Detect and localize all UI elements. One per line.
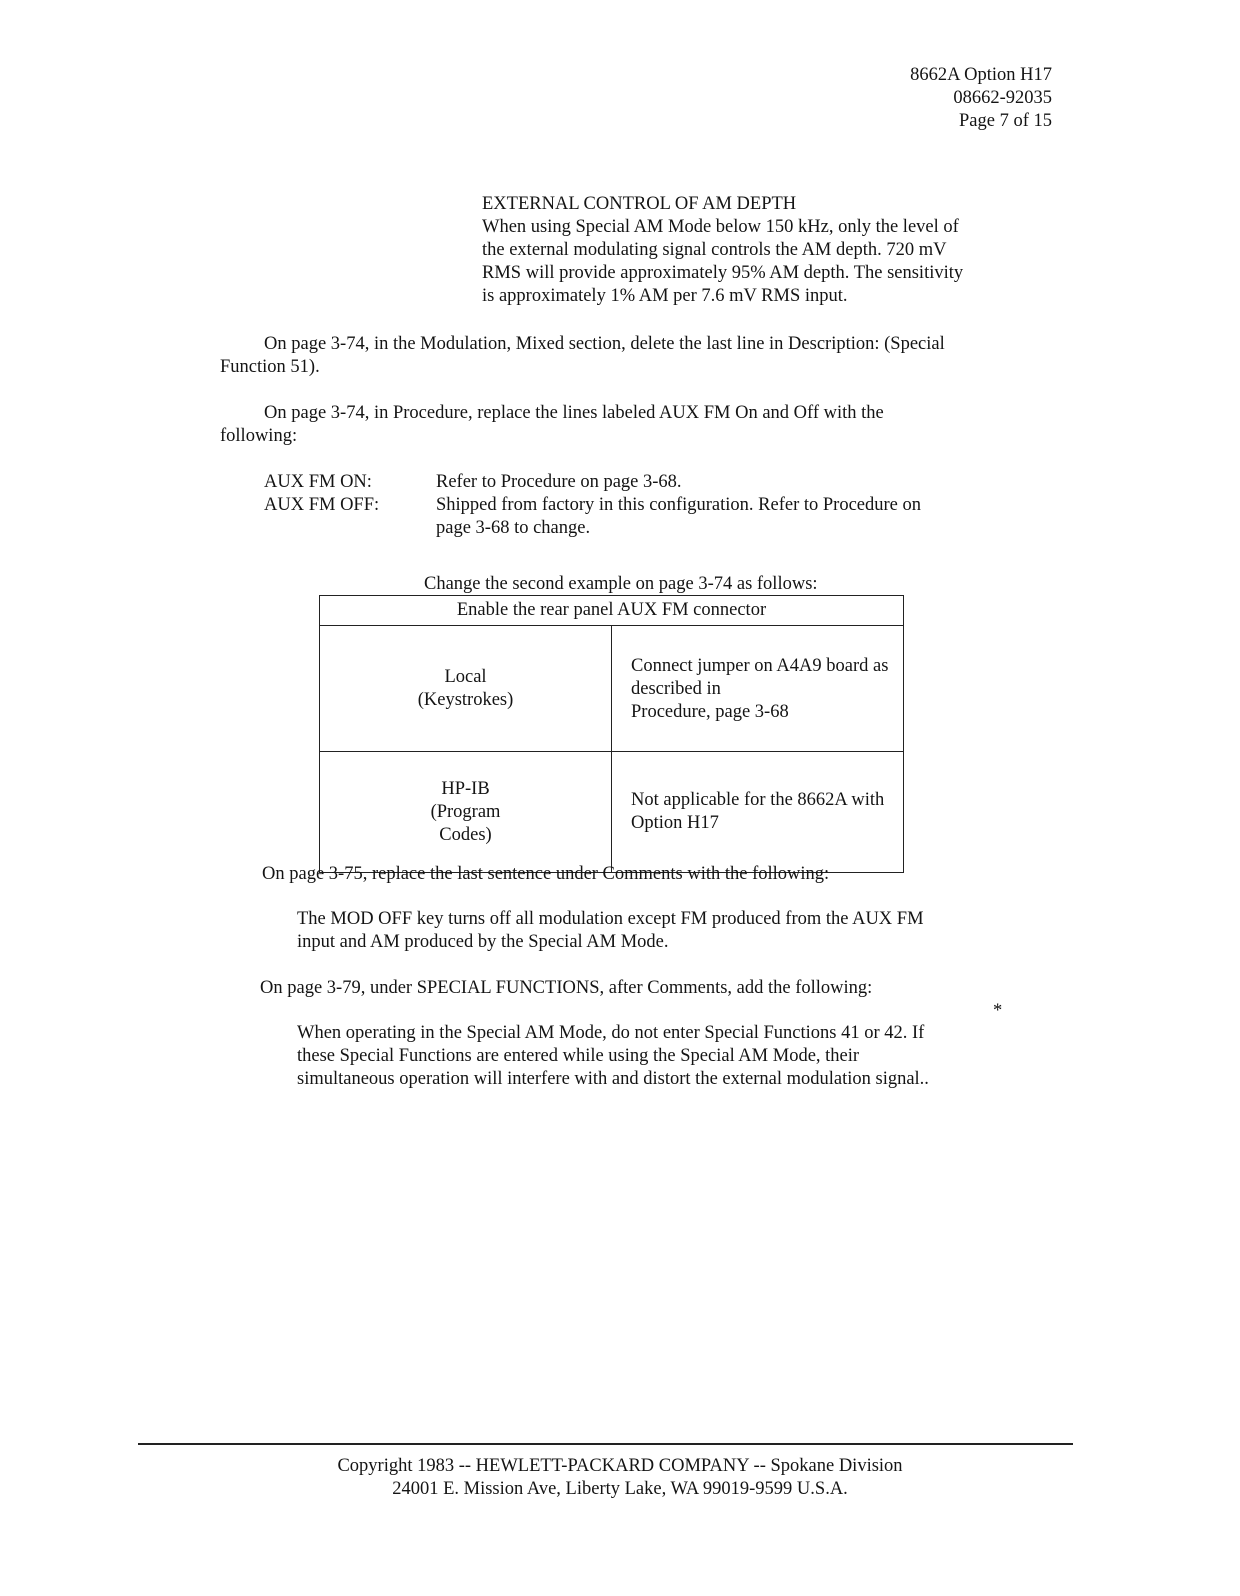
part-number: 08662-92035 — [953, 88, 1052, 108]
desc-line: Connect jumper on A4A9 board as described in — [631, 656, 889, 699]
text-line: is approximately 1% AM per 7.6 mV RMS input. — [482, 286, 848, 306]
aux-fm-off-value — [436, 494, 921, 540]
aux-fm-on-label: AUX FM ON: — [264, 472, 372, 492]
text-line: following: — [220, 426, 298, 446]
table-key-cell — [320, 752, 612, 873]
text-line: When operating in the Special AM Mode, do not enter Special Functions 41 or 42. If — [297, 1023, 925, 1043]
desc-line: Not applicable for the 8662A with Option H17 — [631, 790, 885, 833]
comments-intro: On page 3-75, replace the last sentence under Comments with the following: — [262, 864, 830, 884]
aux-fm-on-value: Refer to Procedure on page 3-68. — [436, 472, 682, 492]
special-functions-intro: On page 3-79, under SPECIAL FUNCTIONS, after Comments, add the following: — [260, 978, 873, 998]
text-line: Function 51). — [220, 357, 320, 377]
table-desc-cell — [612, 626, 904, 752]
key-line: HP-IB — [441, 778, 490, 799]
text-line: On page 3-74, in Procedure, replace the lines labeled AUX FM On and Off with the — [264, 403, 884, 423]
section-title: EXTERNAL CONTROL OF AM DEPTH — [482, 194, 797, 214]
text-line: page 3-68 to change. — [436, 518, 591, 538]
example-table — [319, 595, 904, 873]
text-line: these Special Functions are entered while using the Special AM Mode, their — [297, 1046, 860, 1066]
copyright-line: Copyright 1983 -- HEWLETT-PACKARD COMPANY -- Spokane Division — [337, 1456, 903, 1476]
key-line: Codes) — [439, 824, 492, 845]
text-line: Shipped from factory in this configuration. Refer to Procedure on — [436, 495, 921, 515]
table-caption: Change the second example on page 3-74 as follows: — [424, 574, 818, 594]
text-line: RMS will provide approximately 95% AM depth. The sensitivity — [482, 263, 964, 283]
aux-fm-off-row — [264, 494, 1024, 540]
aux-fm-off-label: AUX FM OFF: — [264, 495, 380, 515]
document-footer — [0, 1455, 1240, 1501]
change-marker: * — [993, 1001, 1003, 1021]
procedure-paragraph — [220, 402, 1020, 448]
table-header: Enable the rear panel AUX FM connector — [320, 596, 904, 626]
table-key-cell — [320, 626, 612, 752]
key-line: (Keystrokes) — [417, 689, 514, 710]
page-number: Page 7 of 15 — [959, 111, 1052, 131]
table-row — [320, 752, 904, 873]
address-line: 24001 E. Mission Ave, Liberty Lake, WA 99019-9599 U.S.A. — [392, 1479, 848, 1499]
desc-line: Procedure, page 3-68 — [631, 702, 789, 722]
text-line: input and AM produced by the Special AM Mode. — [297, 932, 669, 952]
text-line: On page 3-74, in the Modulation, Mixed section, delete the last line in Description: (Special — [264, 334, 945, 354]
text-line: When using Special AM Mode below 150 kHz, only the level of — [482, 217, 959, 237]
text-line: The MOD OFF key turns off all modulation except FM produced from the AUX FM — [297, 909, 924, 929]
external-control-section — [482, 193, 1022, 308]
text-line: the external modulating signal controls the AM depth. 720 mV — [482, 240, 947, 260]
key-line: (Program — [430, 801, 501, 822]
aux-fm-on-row — [264, 471, 1024, 494]
table-row — [320, 626, 904, 752]
key-line: Local — [444, 666, 487, 687]
text-line: simultaneous operation will interfere with and distort the external modulation signal.. — [297, 1069, 929, 1089]
special-functions-block — [297, 1022, 997, 1091]
table-desc-cell — [612, 752, 904, 873]
document-header — [910, 64, 1052, 133]
table-header-row — [320, 596, 904, 626]
comments-block — [297, 908, 997, 954]
model-label: 8662A Option H17 — [910, 65, 1052, 85]
mixed-section-paragraph — [220, 333, 1020, 379]
aux-fm-list — [264, 471, 1024, 540]
footer-divider — [138, 1443, 1073, 1445]
